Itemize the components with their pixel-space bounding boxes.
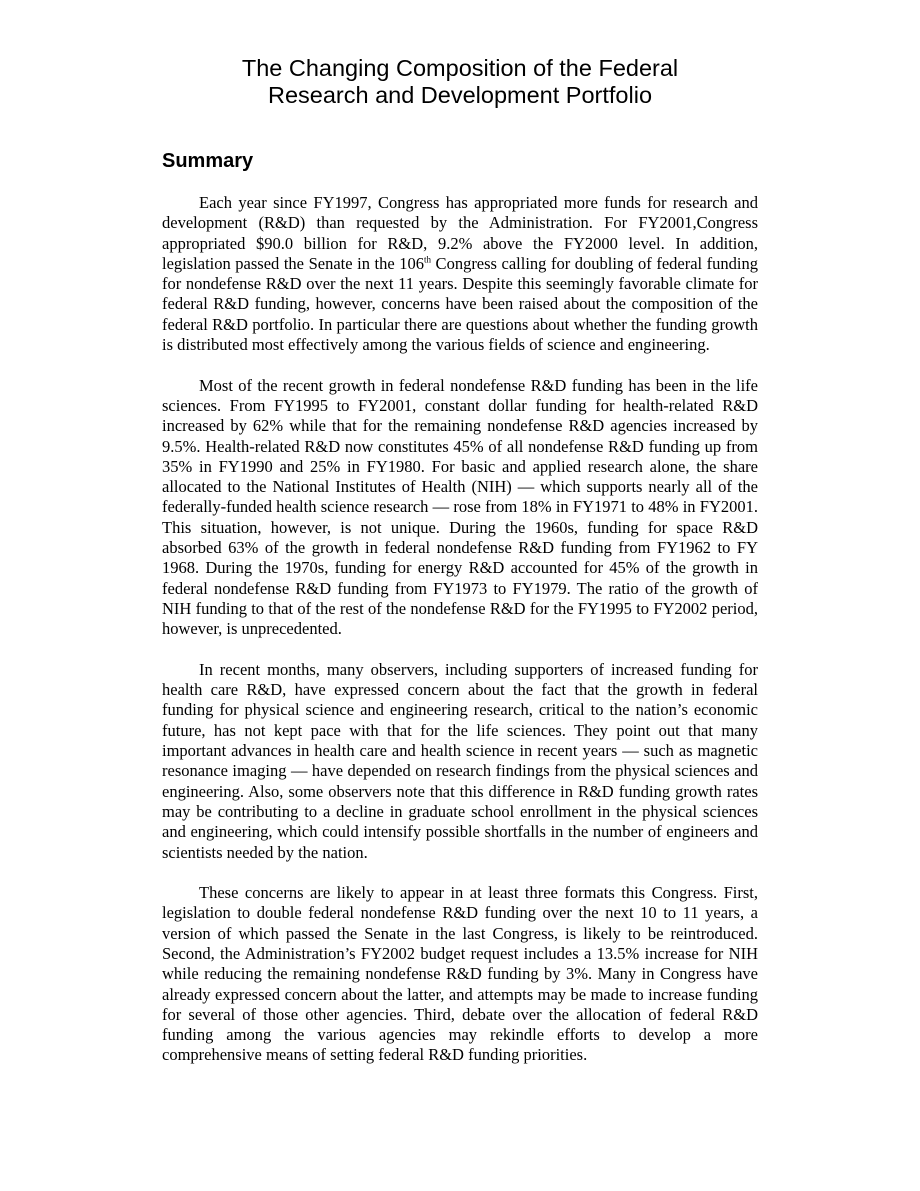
paragraph-4: These concerns are likely to appear in at least three formats this Congress. First, legislation to double federal nondefense R&D funding over the next 10 to 11 years, a version of which passed the Senate in the last Congress, is likely to be reintroduced. Second, the Administration’s FY2002 budget request includes a 13.5% increase for NIH while reducing the remaining nondefense R&D funding by 3%. Many in Congress have already expressed concern about the latter, and attempts may be made to increase funding for several of those other agencies. Third, debate over the allocation of federal R&D funding among the various agencies may rekindle efforts to develop a more comprehensive means of setting federal R&D funding priorities.	[162, 883, 758, 1065]
summary-body	[162, 193, 758, 1086]
paragraph-1-part-a: Each year since FY1997, Congress has appropriated more funds for research and development (R&D) than requested by the Administration. For FY2001,Congress appropriated $90.0 billion for R&D, 9.2% above the FY2000 level. In addition, legislation passed the Senate in the 106	[162, 193, 758, 273]
title-line-1: The Changing Composition of the Federal	[241, 55, 679, 81]
document-title	[160, 55, 760, 109]
ordinal-superscript: th	[423, 254, 431, 265]
title-line-2: Research and Development Portfolio	[267, 82, 653, 108]
paragraph-1-part-b: Congress calling for doubling of federal funding for nondefense R&D over the next 11 years. Despite this seemingly favorable climate for federal R&D funding, however, concerns have been raised about the composition of the federal R&D portfolio. In particular there are questions about whether the funding growth is distributed most effectively among the various fields of science and engineering.	[162, 253, 759, 355]
paragraph-1	[162, 193, 758, 355]
paragraph-3: In recent months, many observers, including supporters of increased funding for health care R&D, have expressed concern about the fact that the growth in federal funding for physical science and engineering research, critical to the nation’s economic future, has not kept pace with that for the life sciences. They point out that many important advances in health care and health science in recent years — such as magnetic resonance imaging — have depended on research findings from the physical sciences and engineering. Also, some observers note that this difference in R&D funding growth rates may be contributing to a decline in graduate school enrollment in the physical sciences and engineering, which could intensify possible shortfalls in the number of engineers and scientists needed by the nation.	[162, 659, 758, 862]
section-heading-summary: Summary	[162, 150, 254, 172]
paragraph-2: Most of the recent growth in federal nondefense R&D funding has been in the life sciences. From FY1995 to FY2001, constant dollar funding for health-related R&D increased by 62% while that for the remaining nondefense R&D agencies increased by 9.5%. Health-related R&D now constitutes 45% of all nondefense R&D funding up from 35% in FY1990 and 25% in FY1980. For basic and applied research alone, the share allocated to the National Institutes of Health (NIH) — which supports nearly all of the federally-funded health science research — rose from 18% in FY1971 to 48% in FY2001. This situation, however, is not unique. During the 1960s, funding for space R&D absorbed 63% of the growth in federal nondefense R&D funding from FY1962 to FY 1968. During the 1970s, funding for energy R&D accounted for 45% of the growth in federal nondefense R&D funding from FY1973 to FY1979. The ratio of the growth of NIH funding to that of the rest of the nondefense R&D for the FY1995 to FY2002 period, however, is unprecedented.	[162, 375, 758, 639]
